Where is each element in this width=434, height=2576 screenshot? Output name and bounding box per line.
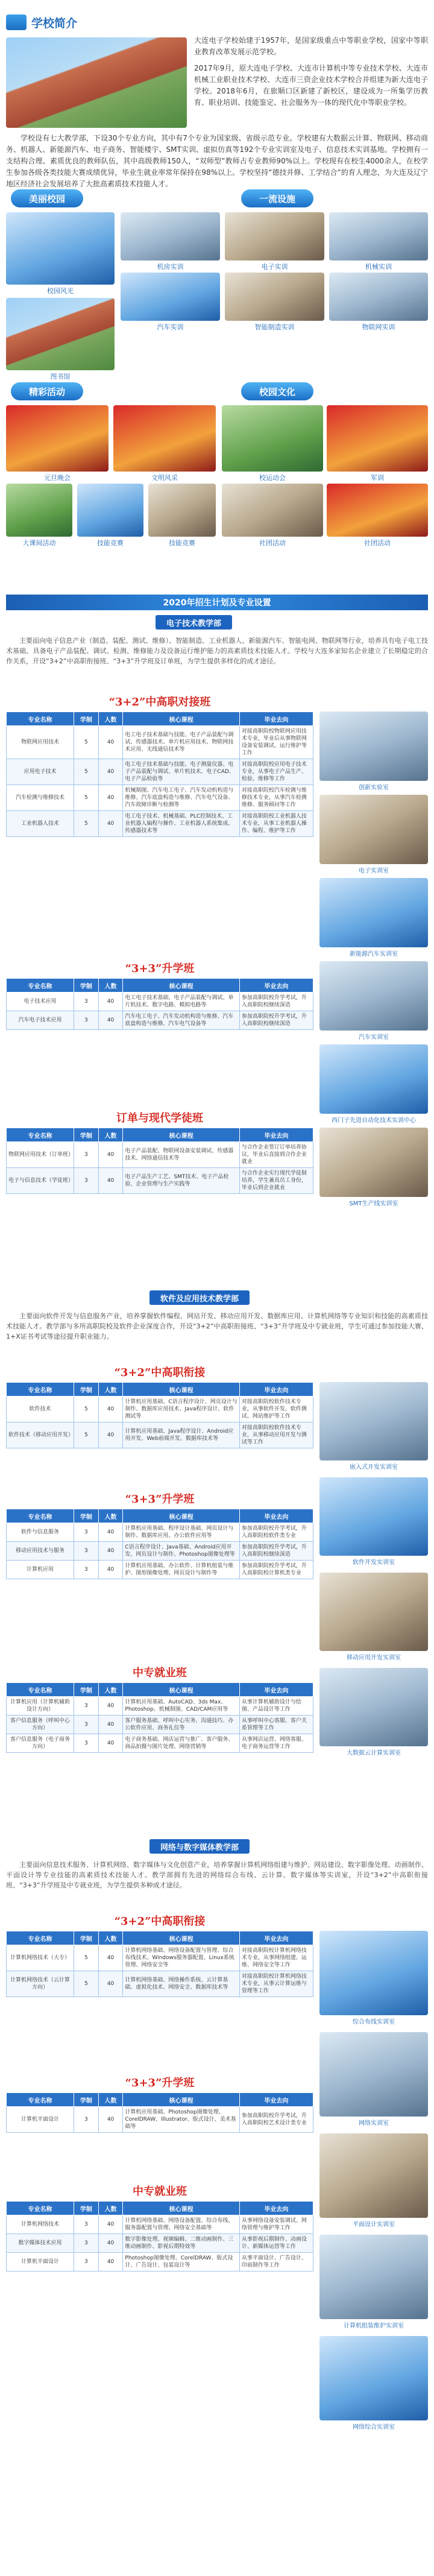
table-row <box>7 1697 313 1716</box>
dept3-caption-5: 网络综合实训室 <box>353 2424 395 2431</box>
table-cell-course: 电工电子技术基础、电子产品装配与调试、单片机技术、数字电路、模拟电路等 <box>123 993 239 1011</box>
dept-electronics-intro: 主要面向电子信息产业（制造、装配、测试、维修）、智能制造、工业机器人、新能源汽车、智能电网、物联网等行业，培养具有电子电工技术基础、具备电子产品装配、调试、检测、维修能力及设备运行维护能力的高素质技术技能人才。学校与大连多家知名企业建立了长期稳定的合作关系，开设“3+2”中高职衔接班、“3+3”升学班及订单班，为学生提供多样化的成才途径。 <box>6 637 428 665</box>
table-cell-num: 40 <box>98 1561 123 1579</box>
table-header-cell: 专业名称 <box>7 1931 74 1945</box>
culture-photo-4 <box>327 484 428 537</box>
table-cell-years: 3 <box>74 1523 98 1542</box>
table-row <box>7 759 313 785</box>
activity-photo-2 <box>113 405 216 472</box>
table-header-cell: 毕业去向 <box>239 1509 313 1523</box>
table-header-cell: 核心课程 <box>123 2202 239 2215</box>
activities-label: 精彩活动 <box>11 382 83 400</box>
table-cell-name: 客户信息服务（呼叫中心方向） <box>7 1716 74 1734</box>
table-cell-course: 计算机应用基础、程序设计基础、网页设计与制作、数据库应用、办公软件应用等 <box>123 1523 239 1542</box>
dept-electronics-header: 电子技术教学部 <box>156 615 232 630</box>
dept3-sub3-title: 中专就业班 <box>133 2185 187 2198</box>
table-cell-name: 计算机网络技术（云计算方向） <box>7 1971 74 1997</box>
activity-photo-4 <box>77 484 143 537</box>
table-cell-name: 软件技术（移动应用开发） <box>7 1422 74 1448</box>
activity-photo-3 <box>6 484 72 537</box>
table-header-cell: 核心课程 <box>123 1931 239 1945</box>
culture-caption-3: 社团活动 <box>259 539 286 547</box>
table-header-cell: 专业名称 <box>7 1509 74 1523</box>
table-cell-years: 3 <box>74 2107 98 2133</box>
culture-caption-1: 校运动会 <box>259 474 286 482</box>
table-cell-num: 40 <box>98 1734 123 1753</box>
activity-caption-4: 技能竞赛 <box>97 539 124 547</box>
table-cell-dest: 参加高职院校升学考试，升入高职院校计算机类专业 <box>239 1561 313 1579</box>
dept3-table-3plus3 <box>6 2092 313 2133</box>
table-cell-num: 40 <box>98 759 123 785</box>
table-row <box>7 1011 313 1030</box>
facility-caption-2: 电子实训 <box>261 263 288 271</box>
campus-photo-2 <box>6 298 115 370</box>
table-header-cell: 核心课程 <box>123 1683 239 1697</box>
facilities-label: 一流设施 <box>241 189 313 207</box>
table-header-cell: 毕业去向 <box>239 979 313 993</box>
table-header-cell: 人数 <box>98 2202 123 2215</box>
dept-software-header: 软件及应用技术教学部 <box>149 1290 250 1305</box>
table-row <box>7 1561 313 1579</box>
table-cell-years: 3 <box>74 1142 98 1168</box>
dept3-caption-2: 网络实训室 <box>359 2120 389 2127</box>
intro-paragraph-2: 2017年9月，原大连电子学校、大连市计算机中等专业技术学校、大连市机械工业职业技术学校、大连市三资企业技术学校合并组建为新大连电子学校。2018年6月，在旅顺口区新建了新校区，建设成为一所集学历教育、职业培训、技能鉴定、社会服务为一体的现代化中等职业学校。 <box>194 64 428 107</box>
facility-photo-6 <box>329 273 428 321</box>
enrollment-plan-banner: 2020年招生计划及专业设置 <box>6 595 428 610</box>
table-cell-dest: 对接高职院校应用电子技术专业，从事电子产品生产、检验、维修等工作 <box>239 759 313 785</box>
table-cell-name: 应用电子技术 <box>7 759 74 785</box>
dept3-caption-1: 综合布线实训室 <box>353 2019 395 2025</box>
intro-paragraph-1: 大连电子学校始建于1957年，是国家级重点中等职业学校，国家中等职业教育改革发展示范学校。 <box>194 36 428 56</box>
dept1-caption-6: SMT生产线实训室 <box>349 1201 398 1207</box>
dept3-photo-3 <box>319 2133 428 2218</box>
table-cell-num: 40 <box>98 2234 123 2253</box>
table-header-cell: 人数 <box>98 979 123 993</box>
facility-caption-5: 智能制造实训 <box>254 323 295 331</box>
table-cell-years: 5 <box>74 1945 98 1971</box>
dept1-caption-2: 电子实训室 <box>359 868 389 874</box>
facility-caption-6: 物联网实训 <box>362 323 395 331</box>
dept1-photo-3 <box>319 878 428 947</box>
campus-building-photo <box>6 37 187 128</box>
table-header-cell: 人数 <box>98 1931 123 1945</box>
table-header-cell: 人数 <box>98 1683 123 1697</box>
table-cell-course: 计算机网络基础、网络操作系统、云计算基础、虚拟化技术、网络安全、数据库技术等 <box>123 1971 239 1997</box>
table-header-cell: 人数 <box>98 1128 123 1142</box>
table-cell-dest: 参加高职院校升学考试，升入高职院校继续深造 <box>239 993 313 1011</box>
table-cell-course: 电工电子技术基础与技能、电子产品装配与调试、传感器技术、单片机应用技术、物联网技术应用、无线通信技术等 <box>123 726 239 759</box>
table-header-cell: 核心课程 <box>123 2093 239 2107</box>
activity-photo-5 <box>148 484 216 537</box>
table-cell-dest: 参加高职院校升学考试，升入高职院校软件类专业 <box>239 1523 313 1542</box>
table-header-cell: 学制 <box>74 1383 98 1397</box>
table-cell-name: 物联网应用技术（订单班） <box>7 1142 74 1168</box>
dept2-table-3plus2 <box>6 1382 313 1448</box>
facility-photo-3 <box>329 212 428 260</box>
table-header-cell: 专业名称 <box>7 1383 74 1397</box>
activity-caption-2: 文明风采 <box>151 474 178 482</box>
table-cell-num: 40 <box>98 1971 123 1997</box>
table-cell-name: 汽车电子技术应用 <box>7 1011 74 1030</box>
dept1-table-3plus2 <box>6 712 313 837</box>
table-row <box>7 785 313 811</box>
facility-caption-1: 机房实训 <box>157 263 184 271</box>
dept2-photo-4 <box>319 1668 428 1746</box>
dept3-photo-4 <box>319 2235 428 2319</box>
table-cell-course: 计算机应用基础、Photoshop图像处理、CorelDRAW、Illustrator、版式设计、美术基础等 <box>123 2107 239 2133</box>
dept2-sub1-title: “3+2”中高职衔接 <box>114 1366 206 1379</box>
table-cell-dest: 从事计算机辅助设计与绘图、产品设计等工作 <box>239 1697 313 1716</box>
table-header-cell: 专业名称 <box>7 979 74 993</box>
table-header-cell: 毕业去向 <box>239 2093 313 2107</box>
facility-caption-3: 机械实训 <box>365 263 392 271</box>
table-cell-name: 客户信息服务（电子商务方向） <box>7 1734 74 1753</box>
table-header-cell: 学制 <box>74 1509 98 1523</box>
table-header-cell: 核心课程 <box>123 1128 239 1142</box>
table-cell-course: 电子产品生产工艺、SMT技术、电子产品检验、企业管理与生产实践等 <box>123 1168 239 1194</box>
dept2-caption-3: 移动应用开发实训室 <box>347 1655 401 1661</box>
culture-photo-3 <box>222 484 323 537</box>
dept3-photo-5 <box>319 2336 428 2420</box>
table-cell-years: 3 <box>74 1734 98 1753</box>
table-header-cell: 学制 <box>74 1683 98 1697</box>
dept3-caption-3: 平面设计实训室 <box>353 2221 395 2228</box>
table-header-cell: 学制 <box>74 1128 98 1142</box>
table-row <box>7 726 313 759</box>
dept2-caption-2: 软件开发实训室 <box>353 1559 395 1566</box>
dept2-table-3plus3 <box>6 1509 313 1579</box>
table-cell-name: 电子与信息技术（学徒班） <box>7 1168 74 1194</box>
table-header-cell: 核心课程 <box>123 1383 239 1397</box>
table-row <box>7 811 313 837</box>
table-cell-course: 计算机网络基础、网络设备配置与管理、综合布线技术、Windows服务器配置、Linux系统管理、网络安全等 <box>123 1945 239 1971</box>
dept3-sub1-title: “3+2”中高职衔接 <box>114 1915 206 1928</box>
table-cell-course: 汽车电工电子、汽车发动机构造与维修、汽车底盘构造与维修、汽车电气设备等 <box>123 1011 239 1030</box>
table-cell-course: 计算机应用基础、Java程序设计、Android应用开发、Web前端开发、数据库技术等 <box>123 1422 239 1448</box>
table-cell-num: 40 <box>98 1697 123 1716</box>
facility-caption-4: 汽车实训 <box>157 323 184 331</box>
dept1-photo-4 <box>319 961 428 1031</box>
dept2-photo-2 <box>319 1477 428 1556</box>
table-header-cell: 毕业去向 <box>239 712 313 726</box>
table-cell-dest: 对接高职院校物联网应用技术专业，毕业后从事物联网设备安装调试、运行维护等工作 <box>239 726 313 759</box>
table-cell-name: 电子技术应用 <box>7 993 74 1011</box>
dept3-sub2-title: “3+3”升学班 <box>125 2077 195 2089</box>
table-cell-num: 40 <box>98 1142 123 1168</box>
table-header-cell: 学制 <box>74 979 98 993</box>
table-row <box>7 1734 313 1753</box>
table-row <box>7 1142 313 1168</box>
table-header-cell: 毕业去向 <box>239 1383 313 1397</box>
table-cell-dest: 对接高职院校软件技术专业，从事移动应用开发与测试等工作 <box>239 1422 313 1448</box>
dept1-sub2-title: “3+3”升学班 <box>125 962 195 975</box>
table-cell-years: 3 <box>74 1011 98 1030</box>
table-row <box>7 993 313 1011</box>
table-header-cell: 人数 <box>98 2093 123 2107</box>
table-cell-dest: 参加高职院校升学考试，升入高职院校继续深造 <box>239 1011 313 1030</box>
table-header-cell: 毕业去向 <box>239 1931 313 1945</box>
table-cell-course: 电子商务基础、网店运营与推广、客户服务、商品拍摄与图片处理、网络营销等 <box>123 1734 239 1753</box>
table-cell-years: 5 <box>74 1971 98 1997</box>
culture-caption-2: 军训 <box>371 474 384 482</box>
facility-photo-4 <box>121 273 220 321</box>
table-cell-name: 软件与信息服务 <box>7 1523 74 1542</box>
table-cell-dest: 与合作企业实行现代学徒制培养，学生兼具员工身份，毕业后到企业就业 <box>239 1168 313 1194</box>
table-row <box>7 1523 313 1542</box>
table-cell-course: 机械制图、汽车电工电子、汽车发动机构造与维修、汽车底盘构造与维修、汽车电气设备、汽车故障诊断与检测等 <box>123 785 239 811</box>
table-cell-dest: 从事影视后期制作、动画设计、新媒体运营等工作 <box>239 2234 313 2253</box>
culture-photo-2 <box>327 405 428 472</box>
dept1-sub3-title: 订单与现代学徒班 <box>116 1112 203 1125</box>
table-header-cell: 学制 <box>74 712 98 726</box>
table-cell-num: 40 <box>98 2107 123 2133</box>
dept1-photo-1 <box>319 712 428 781</box>
table-header-cell: 学制 <box>74 2093 98 2107</box>
table-header-cell: 专业名称 <box>7 2202 74 2215</box>
table-cell-num: 40 <box>98 1542 123 1561</box>
table-cell-num: 40 <box>98 726 123 759</box>
table-cell-course: 计算机网络基础、网络设备配置、综合布线、服务器配置与管理、网络安全基础等 <box>123 2215 239 2234</box>
table-cell-num: 40 <box>98 1397 123 1422</box>
dept1-table-order <box>6 1128 313 1194</box>
table-cell-name: 计算机网络技术（大专） <box>7 1945 74 1971</box>
table-header-cell: 核心课程 <box>123 712 239 726</box>
dept1-caption-1: 创新实验室 <box>359 784 389 791</box>
dept2-sub2-title: “3+3”升学班 <box>125 1493 195 1506</box>
dept-network-intro: 主要面向信息技术服务、计算机网络、数字媒体与文化创意产业，培养掌握计算机网络组建与维护、网站建设、数字影像处理、动画制作、平面设计等专业技能的高素质技术技能人才。教学部拥有先进的网络综合布线、云计算、数字媒体等实训室，开设“3+2”中高职衔接班、“3+3”升学班及中专就业班，为学生提供多种成才途径。 <box>6 1861 428 1889</box>
table-cell-num: 40 <box>98 2253 123 2271</box>
table-header-cell: 专业名称 <box>7 1683 74 1697</box>
table-cell-name: 计算机平面设计 <box>7 2253 74 2271</box>
table-header-cell: 专业名称 <box>7 712 74 726</box>
dept3-photo-2 <box>319 2032 428 2117</box>
dept-network-header: 网络与数字媒体教学部 <box>149 1839 250 1854</box>
table-cell-years: 3 <box>74 2234 98 2253</box>
table-cell-years: 3 <box>74 2253 98 2271</box>
facility-photo-5 <box>225 273 324 321</box>
table-cell-course: Photoshop图像处理、CorelDRAW、版式设计、广告设计、包装设计等 <box>123 2253 239 2271</box>
table-cell-years: 5 <box>74 785 98 811</box>
campus-photo-1 <box>6 212 115 285</box>
table-cell-years: 5 <box>74 1422 98 1448</box>
table-cell-dest: 对接高职院校计算机网络技术专业，从事网络组建、运维、网络安全等工作 <box>239 1945 313 1971</box>
table-cell-name: 数字媒体技术应用 <box>7 2234 74 2253</box>
table-header-cell: 人数 <box>98 1383 123 1397</box>
table-cell-course: 电子产品装配、物联网设备安装调试、传感器技术、网络通信技术等 <box>123 1142 239 1168</box>
table-header-cell: 毕业去向 <box>239 2202 313 2215</box>
table-cell-course: C语言程序设计、Java基础、Android应用开发、网页设计与制作、Photoshop图像处理等 <box>123 1542 239 1561</box>
table-cell-name: 软件技术 <box>7 1397 74 1422</box>
table-cell-years: 5 <box>74 811 98 837</box>
table-row <box>7 2234 313 2253</box>
intro-paragraph-3: 学校设有七大教学部，下设30个专业方向，其中有7个专业为国家级、省级示范专业。学校建有大数据云计算、物联网、移动商务、机器人、新能源汽车、电子商务、智能楼宇、SMT实训、虚拟仿真等192个专业实训室及电子、信息技术实训基地。学校拥有一支结构合理、素质优良的教师队伍，其中高级教师150人，“双师型”教师占专业教师90%以上。学校现有在校生4000余人，在校学生参加各级各类技能大赛成绩优异，毕业生就业率常年保持在98%以上。学校坚持“德技并修、工学结合”的育人理念，为大连及辽宁地区经济社会发展培养了大批高素质技术技能人才。 <box>6 134 428 188</box>
table-cell-num: 40 <box>98 2215 123 2234</box>
intro-section-header <box>6 12 77 33</box>
dept2-photo-3 <box>319 1573 428 1651</box>
table-cell-course: 计算机应用基础、C语言程序设计、网页设计与制作、数据库应用技术、Java程序设计、软件测试等 <box>123 1397 239 1422</box>
table-cell-name: 计算机应用 <box>7 1561 74 1579</box>
table-header-cell: 毕业去向 <box>239 1683 313 1697</box>
section-marker-icon <box>6 14 27 30</box>
dept2-photo-1 <box>319 1382 428 1460</box>
table-cell-years: 3 <box>74 993 98 1011</box>
table-cell-dest: 对接高职院校计算机网络技术专业，从事云计算运维与管理等工作 <box>239 1971 313 1997</box>
table-cell-num: 40 <box>98 1168 123 1194</box>
dept3-table-employment <box>6 2201 313 2271</box>
table-row <box>7 1716 313 1734</box>
dept1-caption-5: 西门子先进自动化技术实训中心 <box>332 1117 416 1124</box>
campus-label: 美丽校园 <box>11 189 83 207</box>
table-cell-years: 5 <box>74 1397 98 1422</box>
campus-caption-1: 校园风光 <box>47 287 74 295</box>
table-cell-num: 40 <box>98 1716 123 1734</box>
table-cell-years: 3 <box>74 1716 98 1734</box>
table-cell-course: 电工电子技术、机械基础、PLC控制技术、工业机器人编程与操作、工业机器人系统集成、传感器技术等 <box>123 811 239 837</box>
table-cell-years: 5 <box>74 759 98 785</box>
dept-software-intro: 主要面向软件开发与信息服务产业，培养掌握软件编程、网站开发、移动应用开发、数据库应用、计算机网络等专业知识和技能的高素质技术技能人才。教学部与多所高职院校及软件企业深度合作，开设“3+2”中高职衔接班、“3+3”升学班及中专就业班，学生可通过参加技能大赛、1+X证书考试等途径提升职业能力。 <box>6 1312 428 1340</box>
table-cell-years: 3 <box>74 1561 98 1579</box>
table-cell-name: 计算机应用（计算机辅助设计方向） <box>7 1697 74 1716</box>
table-cell-num: 40 <box>98 811 123 837</box>
table-cell-years: 5 <box>74 726 98 759</box>
table-cell-years: 3 <box>74 1697 98 1716</box>
table-row <box>7 1971 313 1997</box>
table-row <box>7 1397 313 1422</box>
dept1-photo-2 <box>319 795 428 864</box>
table-cell-name: 移动应用技术与服务 <box>7 1542 74 1561</box>
dept1-caption-3: 新能源汽车实训室 <box>350 951 398 958</box>
table-cell-num: 40 <box>98 1422 123 1448</box>
table-cell-num: 40 <box>98 1011 123 1030</box>
dept1-sub1-title: “3+2”中高职对接班 <box>108 696 211 709</box>
table-cell-course: 计算机应用基础、办公软件、计算机组装与维护、图形图像处理、网页设计与制作等 <box>123 1561 239 1579</box>
activity-caption-3: 大课间活动 <box>22 539 56 547</box>
dept2-sub3-title: 中专就业班 <box>133 1667 187 1679</box>
table-cell-years: 3 <box>74 1542 98 1561</box>
facility-photo-2 <box>225 212 324 260</box>
table-cell-dest: 对接高职院校工业机器人技术专业，从事工业机器人操作、编程、维护等工作 <box>239 811 313 837</box>
table-cell-num: 40 <box>98 1945 123 1971</box>
table-cell-num: 40 <box>98 993 123 1011</box>
table-header-cell: 学制 <box>74 1931 98 1945</box>
culture-caption-4: 社团活动 <box>364 539 391 547</box>
table-header-cell: 学制 <box>74 2202 98 2215</box>
table-cell-name: 物联网应用技术 <box>7 726 74 759</box>
dept1-caption-4: 汽车实训室 <box>359 1034 389 1041</box>
dept2-table-employment <box>6 1682 313 1753</box>
table-header-cell: 专业名称 <box>7 1128 74 1142</box>
table-header-cell: 核心课程 <box>123 1509 239 1523</box>
table-cell-dest: 从事平面设计、广告设计、印前制作等工作 <box>239 2253 313 2271</box>
dept3-caption-4: 计算机组装维护实训室 <box>344 2323 404 2329</box>
facility-photo-1 <box>121 212 220 260</box>
table-cell-name: 工业机器人技术 <box>7 811 74 837</box>
table-row <box>7 1542 313 1561</box>
table-cell-name: 汽车检测与维修技术 <box>7 785 74 811</box>
table-cell-dest: 与合作企业签订订单培养协议，毕业后直接到合作企业就业 <box>239 1142 313 1168</box>
table-cell-dest: 参加高职院校升学考试，升入高职院校艺术设计类专业 <box>239 2107 313 2133</box>
activity-caption-5: 技能竞赛 <box>169 539 195 547</box>
table-cell-years: 3 <box>74 1168 98 1194</box>
table-row <box>7 1422 313 1448</box>
table-cell-num: 40 <box>98 1523 123 1542</box>
activity-caption-1: 元旦晚会 <box>44 474 71 482</box>
table-header-cell: 毕业去向 <box>239 1128 313 1142</box>
dept2-caption-1: 嵌入式开发实训室 <box>350 1464 398 1471</box>
table-cell-dest: 从事网店运营、网络客服、电子商务运营等工作 <box>239 1734 313 1753</box>
table-cell-dest: 对接高职院校软件技术专业，从事软件开发、软件测试、网站维护等工作 <box>239 1397 313 1422</box>
table-cell-course: 计算机应用基础、AutoCAD、3ds Max、Photoshop、机械制图、CAD/CAM应用等 <box>123 1697 239 1716</box>
table-row <box>7 2215 313 2234</box>
table-row <box>7 2107 313 2133</box>
dept1-photo-6 <box>319 1128 428 1197</box>
table-header-cell: 专业名称 <box>7 2093 74 2107</box>
table-cell-num: 40 <box>98 785 123 811</box>
dept1-table-3plus3 <box>6 978 313 1030</box>
dept1-photo-5 <box>319 1044 428 1114</box>
intro-title: 学校简介 <box>31 16 78 30</box>
table-cell-name: 计算机平面设计 <box>7 2107 74 2133</box>
table-cell-dest: 从事呼叫中心客服、客户关系管理等工作 <box>239 1716 313 1734</box>
table-header-cell: 人数 <box>98 712 123 726</box>
table-row <box>7 1168 313 1194</box>
table-header-cell: 核心课程 <box>123 979 239 993</box>
dept3-photo-1 <box>319 1931 428 2015</box>
dept3-table-3plus2 <box>6 1931 313 1997</box>
table-cell-course: 客户服务基础、呼叫中心实务、沟通技巧、办公软件应用、商务礼仪等 <box>123 1716 239 1734</box>
campus-caption-2: 图书馆 <box>50 373 71 380</box>
culture-label: 校园文化 <box>241 382 313 400</box>
table-cell-name: 计算机网络技术 <box>7 2215 74 2234</box>
activity-photo-1 <box>6 405 108 472</box>
culture-photo-1 <box>222 405 323 472</box>
table-cell-course: 数字影像处理、视频编辑、二维动画制作、三维动画制作、影视后期特效等 <box>123 2234 239 2253</box>
table-cell-years: 3 <box>74 2215 98 2234</box>
table-row <box>7 1945 313 1971</box>
dept2-caption-4: 大数据云计算实训室 <box>347 1750 401 1757</box>
table-cell-dest: 对接高职院校汽车检测与维修技术专业，从事汽车检测维修、服务顾问等工作 <box>239 785 313 811</box>
table-row <box>7 2253 313 2271</box>
table-header-cell: 人数 <box>98 1509 123 1523</box>
table-cell-course: 电工电子技术基础与技能、电子测量仪器、电子产品装配与调试、单片机技术、电子CAD、电子产品检验等 <box>123 759 239 785</box>
table-cell-dest: 从事网络设备安装调试、网络管理与维护等工作 <box>239 2215 313 2234</box>
table-cell-dest: 参加高职院校升学考试，升入高职院校继续深造 <box>239 1542 313 1561</box>
